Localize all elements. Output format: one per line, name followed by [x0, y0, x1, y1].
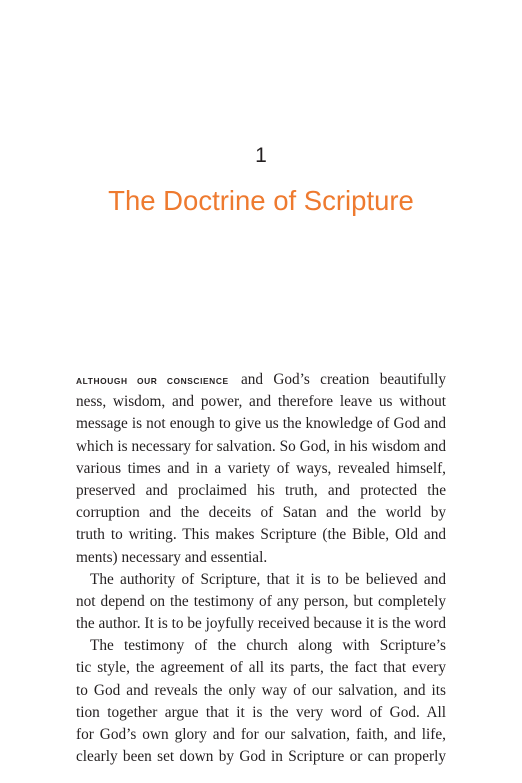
paragraph-line: to God and reveals the only way of our salvation, and its	[76, 681, 446, 699]
paragraph-line: the author. It is to be joyfully received because it is the word	[76, 615, 446, 633]
paragraph-line: preserved and proclaimed his truth, and protected the	[76, 481, 446, 499]
paragraph-line: various times and in a variety of ways, revealed himself,	[76, 459, 446, 477]
paragraph-line: ments) necessary and essential.	[76, 548, 268, 566]
paragraph-line: corruption and the deceits of Satan and the world by	[76, 504, 446, 522]
paragraph-line: The testimony of the church along with Scripture’s	[90, 637, 446, 655]
paragraph-line: not depend on the testimony of any person, but completely	[76, 592, 446, 610]
chapter-title: The Doctrine of Scripture	[108, 185, 414, 216]
paragraph-line: tion together argue that it is the very word of God. All	[76, 703, 446, 721]
paragraph-line: truth to writing. This makes Scripture (the Bible, Old and	[76, 526, 446, 544]
paragraph-line: clearly been set down by God in Scripture or can properly	[76, 748, 446, 766]
line-text: and God’s creation beautifully	[240, 371, 446, 388]
paragraph-line: which is necessary for salvation. So God, in his wisdom and	[76, 437, 446, 455]
paragraph-line: for God’s own glory and for our salvation, faith, and life,	[76, 726, 446, 743]
paragraph-line: tic style, the agreement of all its parts, the fact that every	[76, 659, 446, 677]
chapter-number: 1	[255, 144, 267, 167]
body-text	[76, 369, 446, 768]
paragraph-line	[76, 369, 446, 391]
paragraph-line: message is not enough to give us the knowledge of God and	[76, 415, 446, 433]
paragraph-line: The authority of Scripture, that it is to be believed and	[90, 570, 446, 588]
lead-in-smallcaps: ALTHOUGH OUR CONSCIENCE	[76, 376, 229, 386]
paragraph-line: ness, wisdom, and power, and therefore leave us without	[76, 393, 446, 411]
